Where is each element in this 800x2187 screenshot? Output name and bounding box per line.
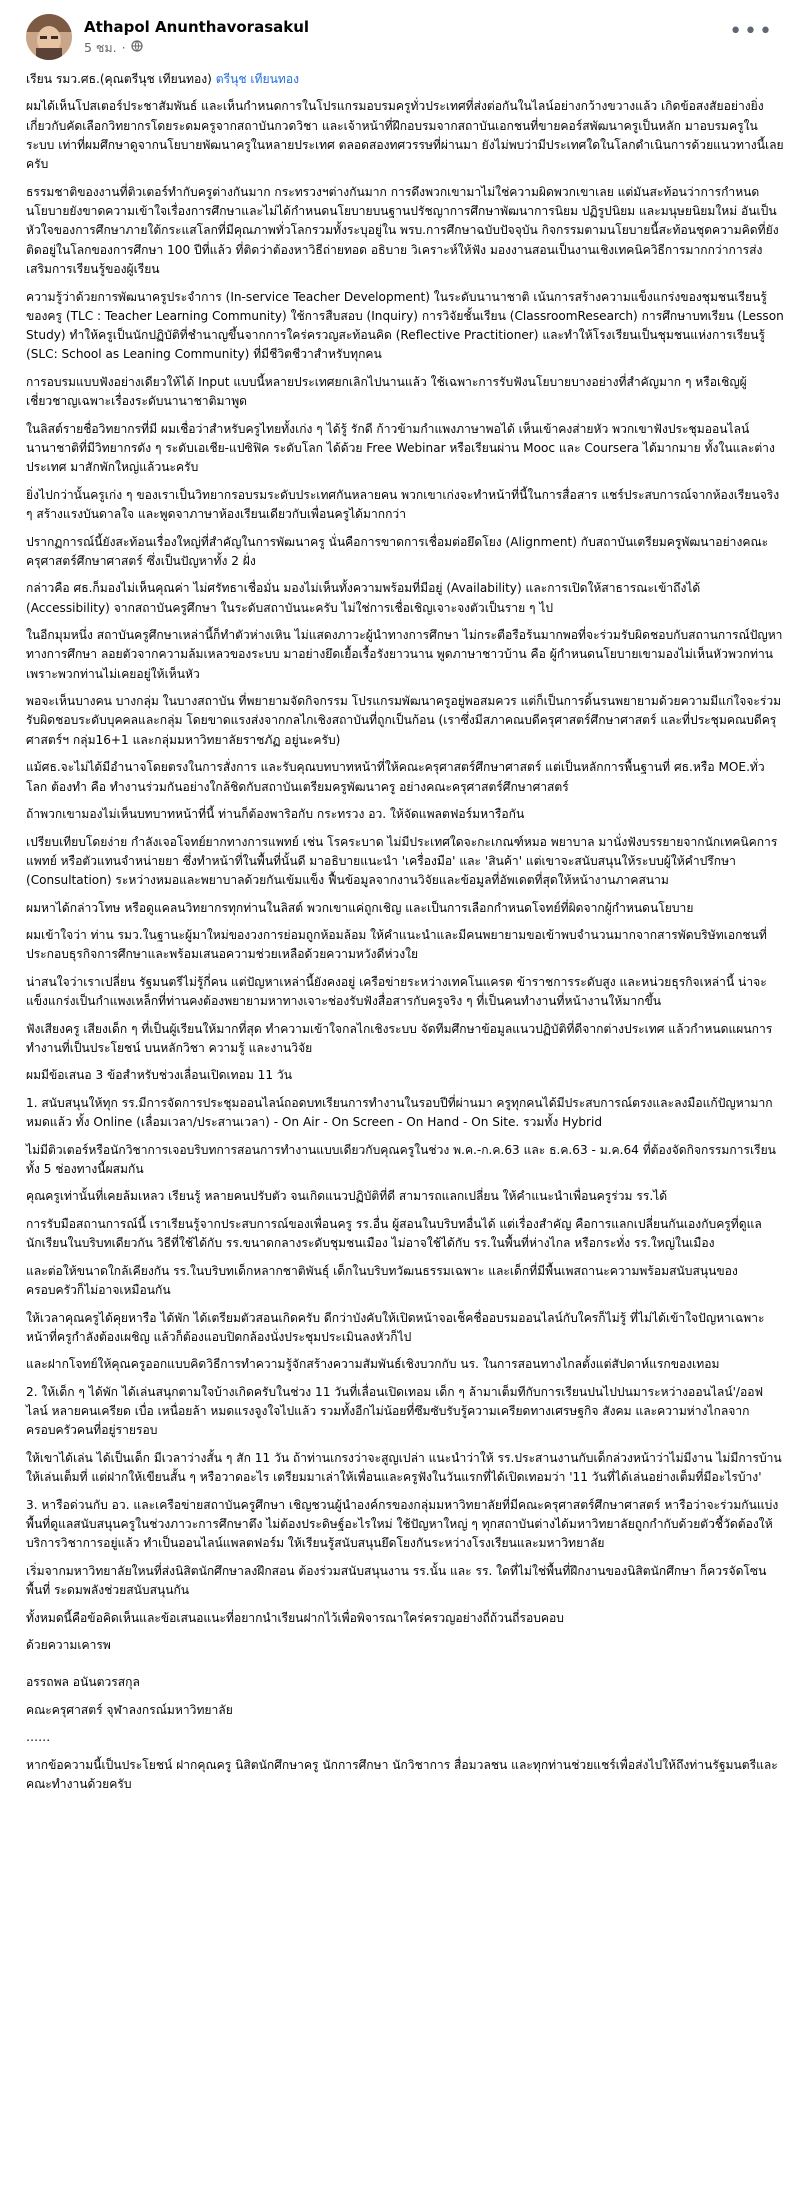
paragraph: ให้เขาได้เล่น ได้เป็นเด็ก มีเวลาว่างสั้น ๆ สัก 11 วัน ถ้าท่านเกรงว่าจะสูญเปล่า แนะนำว่าให้ รร.ประสานงานกับเด็กล่วงหน้าว่าไม่มีงาน ไม่มีการบ้าน ให้เล่นเต็มที่ แต่ฝากให้เขียนสั้น ๆ หรือวาดอะไร เตรียมมาเล่าให้เพื่อนและครูฟังในวันแรกที่ได้เปิดเทอมว่า '11 วันที่ได้เล่นอย่างเต็มที่มีอะไรบ้าง'	[26, 1450, 782, 1485]
paragraph: ให้เวลาคุณครูได้คุยหารือ ได้พัก ได้เตรียมตัวสอนเกิดครับ ดีกว่าบังคับให้เปิดหน้าจอเช็คชื่ออบรมออนไลน์กับใครก็ไม่รู้ ที่ไม่ได้เข้าใจปัญหาเฉพาะหน้าที่ครูกำลังต้องเผชิญ แล้วก็ต้องแอบปิดกล้องนั่งประชุมประเมินลงหัวก็ไป	[26, 1310, 765, 1344]
paragraph: กล่าวคือ ศธ.ก็มองไม่เห็นคุณค่า ไม่ศรัทธาเชื่อมั่น มองไม่เห็นทั้งความพร้อมที่มีอยู่ (Availability) และการเปิดให้สาธารณะเข้าถึงได้ (Accessibility) จากสถาบันครูศึกษา ในระดับสถาบันนะครับ ไม่ใช่การเชื่อเชิญเจาะจงตัวเป็นราย ๆ ไป	[26, 581, 701, 615]
paragraph: ความรู้ว่าด้วยการพัฒนาครูประจำการ (In-service Teacher Development) ในระดับนานาชาติ เน้นการสร้างความแข็งแกร่งของชุมชนเรียนรู้ของครู (TLC : Teacher Learning Community) ใช้การสืบสอบ (Inquiry) การวิจัยชั้นเรียน (ClassroomResearch) การศึกษาบทเรียน (Lesson Study) ทำให้ครูเป็นนักปฏิบัติที่ชำนาญขึ้นจากการใคร่ครวญสะท้อนคิด (Reflective Practitioner) และทำให้โรงเรียนเป็นชุมชนแห่งการเรียนรู้ (SLC: School as Leaning Community) ที่มีชีวิตชีวาสำหรับทุกคน	[26, 289, 784, 362]
post-subline	[84, 39, 309, 56]
signature-name: อรรถพล อนันตวรสกุล	[26, 1675, 140, 1690]
paragraph: การรับมือสถานการณ์นี้ เราเรียนรู้จากประสบการณ์ของเพื่อนครู รร.อื่น ผู้สอนในบริบทอื่นได้ แต่เรื่องสำคัญ คือการแลกเปลี่ยนกันเองกับครูที่ดูแลนักเรียนในบริบทเดียวกัน วิธีที่ใช้ได้กับ รร.ขนาดกลางระดับชุมชนเมือง ไม่อาจใช้ได้กับ รร.ในพื้นที่ห่างไกล หรือกระทั่ง รร.ใหญ่ในเมือง	[26, 1216, 762, 1251]
globe-icon	[131, 39, 143, 56]
paragraph: ยิ่งไปกว่านั้นครูเก่ง ๆ ของเราเป็นวิทยากรอบรมระดับประเทศกันหลายคน พวกเขาเก่งจะทำหน้าที่นี้ในการสื่อสาร แชร์ประสบการณ์จากห้องเรียนจริง ๆ สร้างแรงบันดาลใจ และพูดจาภาษาห้องเรียนเดียวกับเพื่อนครูได้มากกว่า	[26, 487, 780, 522]
avatar[interactable]	[26, 14, 72, 60]
paragraph: ในอีกมุมหนึ่ง สถาบันครูศึกษาเหล่านี้ก็ทำตัวห่างเหิน ไม่แสดงภาวะผู้นำทางการศึกษา ไม่กระตือรือร้นมากพอที่จะร่วมรับผิดชอบกับสถานการณ์ปัญหาทางการศึกษา ลอยตัวจากความล้มเหลวของระบบ มาอย่างยึดเยื้อเรื้อรังยาวนาน พูดภาษาชาวบ้าน คือ ผู้กำหนดนโยบายเขามองไม่เห็นหัวพวกท่าน เพราะพวกท่านไม่เคยอยู่ให้เห็นหัว	[26, 628, 783, 681]
more-options-icon[interactable]: •••	[729, 19, 774, 44]
ellipsis: ……	[26, 1730, 51, 1745]
paragraph: น่าสนใจว่าเราเปลี่ยน รัฐมนตรีไม่รู้กี่คน แต่ปัญหาเหล่านี้ยังคงอยู่ เครือข่ายระหว่างเทคโนแครต ข้าราชการระดับสูง และหน่วยธุรกิจเหล่านี้ น่าจะแข็งแกร่งเป็นกำแพงเหล็กที่ท่านคงต้องพยายามหาทางเจาะช่องรับฟังสื่อสารกับครูจริง ๆ ที่เป็นคนทำงานที่หน้างานให้มากขึ้น	[26, 974, 767, 1009]
paragraph: ผมได้เห็นโปสเตอร์ประชาสัมพันธ์ และเห็นกำหนดการในโปรแกรมอบรมครูทั่วประเทศที่ส่งต่อกันในไลน์อย่างกว้างขวางแล้ว เกิดข้อสงสัยอย่างยิ่งเกี่ยวกับคัดเลือกวิทยากรโดยระดมครูจากสถาบันกวดวิชา และเจ้าหน้าที่ฝึกอบรมจากสถาบันเอกชนที่ขายคอร์สพัฒนาครูเป็นหลัก มาอบรมครูในระบบ เท่าที่ผมศึกษาดูจากนโยบายพัฒนาครูในหลายประเทศ ตลอดสองทศวรรษที่ผ่านมา ยังไม่พบว่ามีประเทศใดในโลกดำเนินการด้วยแนวทางนี้เลยครับ	[26, 99, 784, 172]
paragraph: และฝากโจทย์ให้คุณครูออกแบบคิดวิธีการทำความรู้จักสร้างความสัมพันธ์เชิงบวกกับ นร. ในการสอนทางไกลตั้งแต่สัปดาห์แรกของเทอม	[26, 1357, 720, 1372]
greeting: เรียน รมว.ศธ.(คุณตรีนุช เทียนทอง)	[26, 72, 212, 86]
greeting-line	[26, 70, 784, 89]
post-time[interactable]: 5 ชม.	[84, 40, 117, 55]
paragraph: ฟังเสียงครู เสียงเด็ก ๆ ที่เป็นผู้เรียนให้มากที่สุด ทำความเข้าใจกลไกเชิงระบบ จัดทีมศึกษาข้อมูลแนวปฏิบัติที่ดีจากต่างประเทศ แล้วกำหนดแผนการทำงานที่เป็นประโยชน์ บนหลักวิชา ความรู้ และงานวิจัย	[26, 1021, 773, 1055]
paragraph-list	[26, 97, 784, 1627]
paragraph: 2. ให้เด็ก ๆ ได้พัก ได้เล่นสนุกตามใจบ้างเกิดครับในช่วง 11 วันที่เลื่อนเปิดเทอม เด็ก ๆ ล้ามาเต็มทีกับการเรียนปนไปปนมาระหว่างออนไลน์'/ออฟไลน์ หลายคนเครียด เบื่อ เหนื่อยล้า หมดแรงจูงใจไปแล้ว รวมทั้งอีกไม่น้อยที่ซึมซับรับรู้ความเครียดทางเศรษฐกิจ สังคม และความห่างไกลจากครอบครัวคนที่อยู่รายรอบ	[26, 1384, 764, 1438]
paragraph: การอบรมแบบฟังอย่างเดียวให้ได้ Input แบบนี้หลายประเทศยกเลิกไปนานแล้ว ใช้เฉพาะการรับฟังนโยบายบางอย่างที่สำคัญมาก ๆ หรือเชิญผู้เชี่ยวชาญเฉพาะเรื่องระดับนานาชาติมาพูด	[26, 374, 747, 409]
closing: ด้วยความเคารพ	[26, 1638, 111, 1652]
author-name[interactable]: Athapol Anunthavorasakul	[84, 18, 310, 36]
paragraph: แม้ศธ.จะไม่ได้มีอำนาจโดยตรงในการสั่งการ และรับคุณบทบาทหน้าที่ให้คณะครุศาสตร์ศึกษาศาสตร์ แต่เป็นหลักการพื้นฐานที่ ศธ.หรือ MOE.ทั่วโลก ต้องทำ คือ ทำงานร่วมกันอย่างใกล้ชิดกับสถาบันเตรียมครูพัฒนาครู อย่างคณะครุศาสตร์ศึกษาศาสตร์	[26, 760, 765, 794]
post-body	[26, 70, 784, 1795]
paragraph: 3. หารือด่วนกับ อว. และเครือข่ายสถาบันครูศึกษา เชิญชวนผู้นำองค์กรของกลุ่มมหาวิทยาลัยที่มีคณะครุศาสตร์ศึกษาศาสตร์ หารือว่าจะร่วมกันแบ่งพื้นที่ดูแลสนับสนุนครูในช่วงภาวะการศึกษาตึง ไม่ต้องประดิษฐ์อะไรใหม่ ใช้ปัญหาใหญ่ ๆ ทุกสถาบันต่างได้มหาวิทยาลัยถูกกำกับด้วยตัวชี้วัดต้องให้บริการวิชาการอยู่แล้ว ทำเป็นออนไลน์แพลตฟอร์ม ให้เรียนรู้สนับสนุนยึดโยงกันระหว่างโรงเรียนและมหาวิทยาลัย	[26, 1497, 779, 1551]
avatar-image	[26, 14, 72, 60]
paragraph: ธรรมชาติของงานที่ติวเตอร์ทำกับครูต่างกันมาก กระทรวงฯต่างกันมาก การดึงพวกเขามาไม่ใช่ความผิดพวกเขาเลย แต่มันสะท้อนว่าการกำหนดนโยบายยังขาดความเข้าใจเรื่องการศึกษาและไม่ได้กำหนดนโยบายบนฐานปรัชญาการศึกษาพัฒนาการนิยม ปฏิรูปนิยม และมนุษยนิยมใหม่ อันเป็นหัวใจของการศึกษาภายใต้กระแสโลกที่มีคุณภาพทั่วโลกรวมทั้งระบุอยู่ใน พรบ.การศึกษาฉบับปัจจุบัน กิจกรรมตามนโยบายนี้สะท้อนชุดความคิดที่ยังติดอยู่ในโลกของการศึกษา 100 ปีที่แล้ว ที่ติดว่าต้องหาวิธีถ่ายทอด อธิบาย วิเคราะห์ให้ฟัง มองงานสอนเป็นงานเชิงเทคนิควิธีการมากกว่าการส่งเสริมการเรียนรู้ของผู้เรียน	[26, 184, 779, 277]
signature-org: คณะครุศาสตร์ จุฬาลงกรณ์มหาวิทยาลัย	[26, 1702, 233, 1717]
mention-link[interactable]: ตรีนุช เทียนทอง	[215, 72, 299, 86]
post-header	[26, 14, 784, 60]
paragraph: เริ่มจากมหาวิทยาลัยใหนที่ส่งนิสิตนักศึกษาลงฝึกสอน ต้องร่วมสนับสนุนงาน รร.นั้น และ รร. ใดที่ไม่ใช่พื้นที่ฝึกงานของนิสิตนักศึกษา ก็ควรจัดโซนพื้นที่ ระดมพลังช่วยสนับสนุนกัน	[26, 1563, 767, 1598]
paragraph: ผมมีข้อเสนอ 3 ข้อสำหรับช่วงเลื่อนเปิดเทอม 11 วัน	[26, 1068, 292, 1083]
paragraph: ผมหาได้กล่าวโทษ หรือดูแคลนวิทยากรทุกท่านในลิสต์ พวกเขาแค่ถูกเชิญ และเป็นการเลือกกำหนดโจทย์ที่ผิดจากผู้กำหนดนโยบาย	[26, 900, 694, 915]
paragraph: ปรากฏการณ์นี้ยังสะท้อนเรื่องใหญ่ที่สำคัญในการพัฒนาครู นั่นคือการขาดการเชื่อมต่อยึดโยง (Alignment) กับสถาบันเตรียมครูพัฒนาอย่างคณะครุศาสตร์ศึกษาศาสตร์ ซึ่งเป็นปัญหาทั้ง 2 ฝั่ง	[26, 534, 769, 568]
paragraph: ไม่มีติวเตอร์หรือนักวิชาการเจอบริบทการสอนการทำงานแบบเดียวกับคุณครูในช่วง พ.ค.-ก.ค.63 และ ธ.ค.63 - ม.ค.64 ที่ต้องจัดกิจกรรมการเรียนทั้ง 5 ช่องทางนี้ผสมกัน	[26, 1142, 776, 1176]
paragraph: คุณครูเท่านั้นที่เคยล้มเหลว เรียนรู้ หลายคนปรับตัว จนเกิดแนวปฏิบัติที่ดี สามารถแลกเปลี่ยน ให้คำแนะนำเพื่อนครูร่วม รร.ได้	[26, 1189, 668, 1204]
paragraph: 1. สนับสนุนให้ทุก รร.มีการจัดการประชุมออนไลน์ถอดบทเรียนการทำงานในรอบปีที่ผ่านมา ครูทุกคนได้มีประสบการณ์ตรงและลงมือแก้ปัญหามากหมดแล้ว ทั้ง Online (เลื่อมเวลา/ประสานเวลา) - On Air - On Screen - On Hand - On Site. รวมทั้ง Hybrid	[26, 1095, 773, 1130]
paragraph: ทั้งหมดนี้คือข้อคิดเห็นและข้อเสนอแนะที่อยากนำเรียนฝากไว้เพื่อพิจารณาใคร่ครวญอย่างถี่ถ้วนถี่รอบคอบ	[26, 1610, 564, 1625]
paragraph: และต่อให้ขนาดใกล้เคียงกัน รร.ในบริบทเด็กหลากชาติพันธุ์ เด็กในบริบทวัฒนธรรมเฉพาะ และเด็กที่มีพื้นเพสถานะความพร้อมสนับสนุนของครอบครัวก็ไม่อาจเหมือนกัน	[26, 1263, 738, 1298]
paragraph: พอจะเห็นบางคน บางกลุ่ม ในบางสถาบัน ที่พยายามจัดกิจกรรม โปรแกรมพัฒนาครูอยู่พอสมควร แต่ก็เป็นการดิ้นรนพยายามด้วยความมีแก่ใจจะร่วมรับผิดชอบระดับบุคคลและกลุ่ม โดยขาดแรงส่งจากกลไกเชิงสถาบันที่ถูกเป็นก้อน (เราซึ่งมีสภาคณบดีครุศาสตร์ศึกษาศาสตร์ และที่ประชุมคณบดีครุศาสตร์ฯ กลุ่ม16+1 และกลุ่มมหาวิทยาลัยราชภัฏ อยู่นะครับ)	[26, 694, 782, 747]
paragraph: ผมเข้าใจว่า ท่าน รมว.ในฐานะผู้มาใหม่ของวงการย่อมถูกห้อมล้อม ให้คำแนะนำและมีคนพยายามขอเข้าพบจำนวนมากจากสารพัดบริษัทเอกชนที่ประกอบธุรกิจการศึกษาและพร้อมเสนอความช่วยเหลือด้วยความหวังดีห่วงใย	[26, 928, 767, 962]
paragraph: เปรียบเทียบโดยง่าย กำลังเจอโจทย์ยากทางการแพทย์ เช่น โรคระบาด ไม่มีประเทศใดจะกะเกณฑ์หมอ พยาบาล มานั่งฟังบรรยายจากนักเทคนิคการแพทย์ หรือตัวแทนจำหน่ายยา ซึ่งทำหน้าที่ในพื้นที่นั้นดี มาอธิบายแนะนำ 'เครื่องมือ' และ 'สินค้า' แต่เขาจะสนับสนุนให้ระบบผู้ให้คำปรึกษา (Consultation) ระหว่างหมอและพยาบาลด้วยกันเข้มแข็ง ฟื้นข้อมูลจากงานวิจัยและข้อมูลที่อัพเดตที่สุดให้หน้างานภาคสนาม	[26, 834, 778, 888]
paragraph: ในลิสต์รายชื่อวิทยากรที่มี ผมเชื่อว่าสำหรับครูไทยทั้งเก่ง ๆ ได้รู้ รักดี ก้าวข้ามกำแพงภาษาพอได้ เห็นเข้าคงส่ายหัว พวกเขาฟังประชุมออนไลน์นานาชาติที่มีวิทยากรดัง ๆ ระดับเอเชีย-แปซิฟิค ระดับโลก ได้ด้วย Free Webinar หรือเรียนผ่าน Mooc และ Coursera ได้มากมาย ทั้งในและต่างประเทศ มาสักพักใหญ่แล้วนะครับ	[26, 421, 775, 475]
paragraph: ถ้าพวกเขามองไม่เห็นบทบาทหน้าที่นี้ ท่านก็ต้องพาริอกับ กระทรวง อว. ให้จัดแพลตฟอร์มหารือกัน	[26, 807, 525, 822]
post-meta	[84, 18, 309, 56]
separator-dot: ·	[121, 40, 126, 55]
footer-note: หากข้อความนี้เป็นประโยชน์ ฝากคุณครู นิสิตนักศึกษาครู นักการศึกษา นักวิชาการ สื่อมวลชน และทุกท่านช่วยแชร์เพื่อส่งไปให้ถึงท่านรัฐมนตรีและคณะทำงานด้วยครับ	[26, 1757, 778, 1792]
